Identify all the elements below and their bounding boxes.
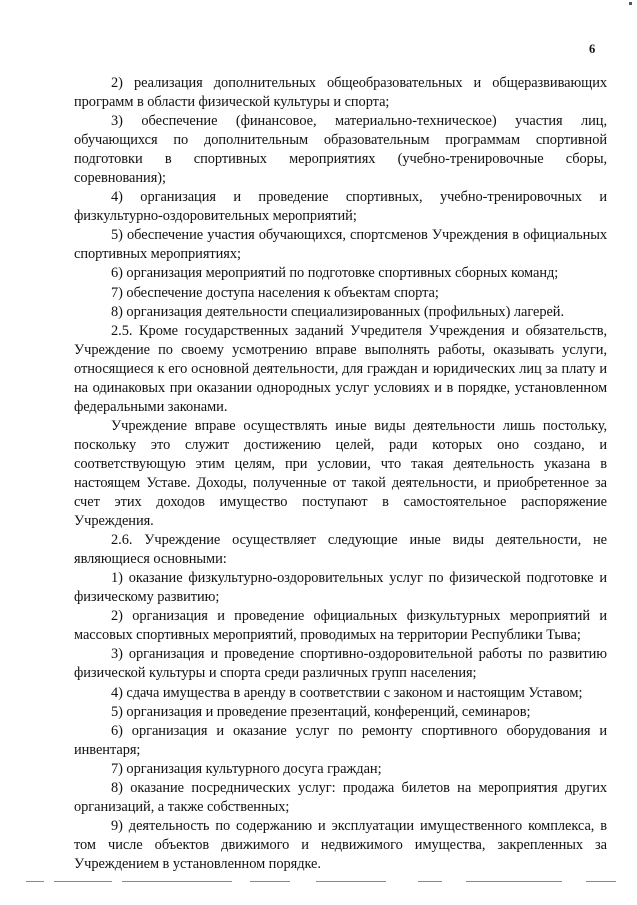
- list-item-specialized-camps: 8) организация деятельности специализированных (профильных) лагерей.: [111, 303, 565, 320]
- list-item-implementation-programs: 2) реализация дополнительных общеобразовательных и общеразвивающих программ в области физической культуры и спорта;: [74, 75, 607, 111]
- scan-edge-mark: [629, 2, 632, 5]
- list-item-facility-access: 7) обеспечение доступа населения к объектам спорта;: [111, 284, 439, 301]
- scan-bottom-artifact: [26, 879, 622, 885]
- clause-2-5-paid-services: 2.5. Кроме государственных заданий Учредителя Учреждения и обязательств, Учреждение по своему усмотрению вправе выполнять работы, оказывать услуги, относящиеся к его основной деятельности, для граждан и юридических лиц за плату и на одинаковых при оказании однородных услуг условиях и в порядке, установленном федеральными законами.: [74, 322, 607, 415]
- list-item-ticket-sales: 8) оказание посреднических услуг: продажа билетов на мероприятия других организаций, а также собственных;: [74, 779, 607, 815]
- list-item-official-events-participation: 5) обеспечение участия обучающихся, спортсменов Учреждения в официальных спортивных мероприятиях;: [74, 227, 607, 263]
- list-item-mass-sports-events: 2) организация и проведение официальных физкультурных мероприятий и массовых спортивных мероприятий, проводимых на территории Республики Тыва;: [74, 608, 607, 644]
- clause-other-activities: Учреждение вправе осуществлять иные виды деятельности лишь постольку, поскольку это служит достижению целей, ради которых оно создано, и соответствующую этим целям, при условии, что такая деятельность указана в настоящем Уставе. Доходы, полученные от такой деятельности, и приобретенное за счет этих доходов имущество поступают в самостоятельное распоряжение Учреждения.: [74, 417, 607, 530]
- list-item-property-lease: 4) сдача имущества в аренду в соответствии с законом и настоящим Уставом;: [111, 684, 583, 701]
- list-item-property-maintenance: 9) деятельность по содержанию и эксплуатации имущественного комплекса, в том числе объектов движимого и недвижимого имущества, закрепленных за Учреждением в установленном порядке.: [74, 817, 607, 872]
- list-item-presentations: 5) организация и проведение презентаций, конференций, семинаров;: [111, 703, 531, 720]
- list-item-equipment-repair: 6) организация и оказание услуг по ремонту спортивного оборудования и инвентаря;: [74, 722, 607, 758]
- clause-2-6-heading: 2.6. Учреждение осуществляет следующие иные виды деятельности, не являющиеся основными:: [74, 532, 607, 568]
- list-item-team-preparation: 6) организация мероприятий по подготовке спортивных сборных команд;: [111, 265, 559, 282]
- list-item-participation-support: 3) обеспечение (финансовое, материально-техническое) участия лиц, обучающихся по дополнительным образовательным программам спортивной подготовки в спортивных мероприятиях (учебно-тренировочные сборы, соревнования);: [74, 113, 607, 187]
- page-number: 6: [589, 42, 596, 56]
- document-body: [74, 74, 607, 874]
- list-item-organizing-events: 4) организация и проведение спортивных, учебно-тренировочных и физкультурно-оздоровительных мероприятий;: [74, 189, 607, 225]
- list-item-fitness-services: 1) оказание физкультурно-оздоровительных услуг по физической подготовке и физическому развитию;: [74, 570, 607, 606]
- list-item-cultural-leisure: 7) организация культурного досуга граждан;: [111, 760, 382, 777]
- list-item-health-work: 3) организация и проведение спортивно-оздоровительной работы по развитию физической культуры и спорта среди различных групп населения;: [74, 646, 607, 682]
